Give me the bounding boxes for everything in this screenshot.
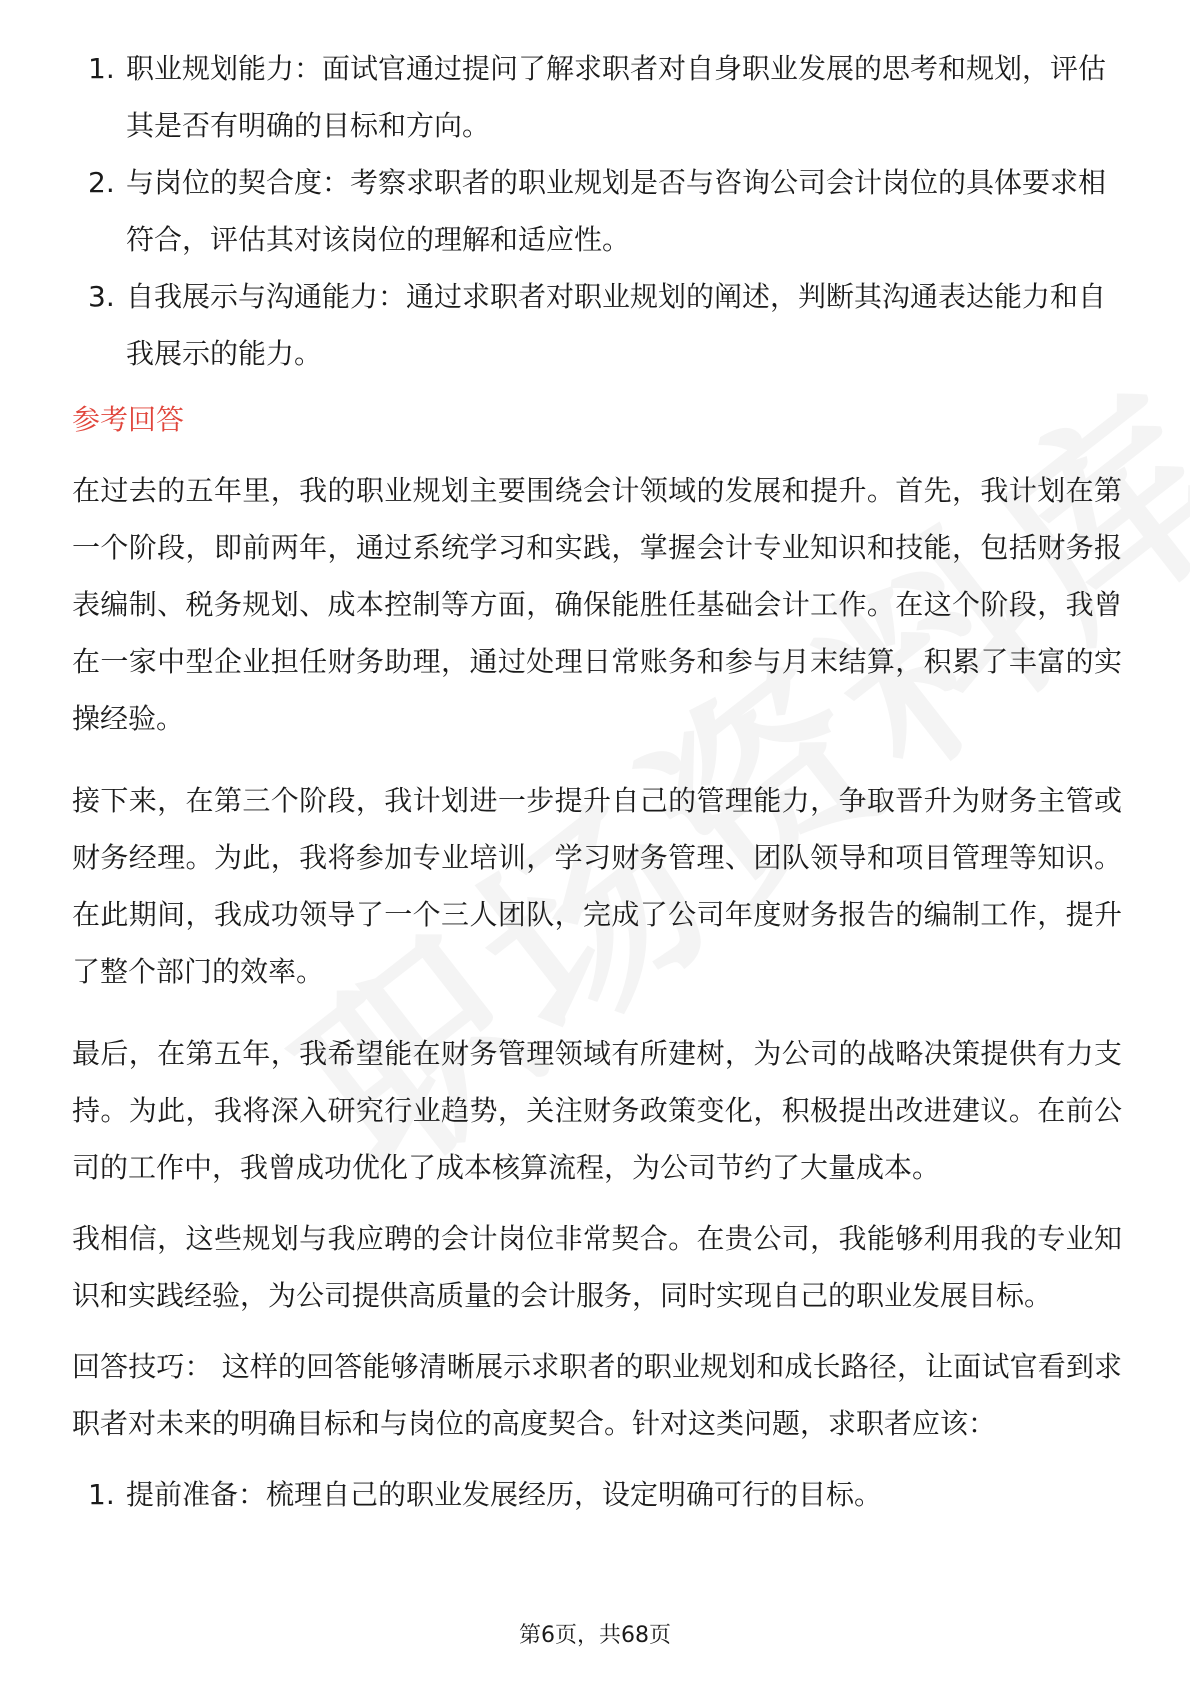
list-item (72, 40, 1122, 154)
list-number: 3. (88, 280, 115, 313)
list-item (72, 154, 1122, 268)
tips-list (72, 1466, 1122, 1523)
list-item (72, 268, 1122, 382)
answer-paragraph: 我相信，这些规划与我应聘的会计岗位非常契合。在贵公司，我能够利用我的专业知识和实践经验，为公司提供高质量的会计服务，同时实现自己的职业发展目标。 (72, 1222, 1122, 1312)
list-number: 1. (88, 1478, 115, 1511)
list-item-text: 自我展示与沟通能力：通过求职者对职业规划的阐述，判断其沟通表达能力和自我展示的能力。 (126, 280, 1107, 370)
answer-paragraph: 在过去的五年里，我的职业规划主要围绕会计领域的发展和提升。首先，我计划在第一个阶段，即前两年，通过系统学习和实践，掌握会计专业知识和技能，包括财务报表编制、税务规划、成本控制等方面，确保能胜任基础会计工作。在这个阶段，我曾在一家中型企业担任财务助理，通过处理日常账务和参与月末结算，积累了丰富的实操经验。 (72, 474, 1122, 735)
answer-paragraph: 最后，在第五年，我希望能在财务管理领域有所建树，为公司的战略决策提供有力支持。为此，我将深入研究行业趋势，关注财务政策变化，积极提出改进建议。在前公司的工作中，我曾成功优化了成本核算流程，为公司节约了大量成本。 (72, 1037, 1122, 1184)
answer-paragraph: 接下来，在第三个阶段，我计划进一步提升自己的管理能力，争取晋升为财务主管或财务经理。为此，我将参加专业培训，学习财务管理、团队领导和项目管理等知识。在此期间，我成功领导了一个三人团队，完成了公司年度财务报告的编制工作，提升了整个部门的效率。 (72, 784, 1122, 988)
list-item-text: 职业规划能力：面试官通过提问了解求职者对自身职业发展的思考和规划，评估其是否有明确的目标和方向。 (126, 52, 1107, 142)
list-item-text: 提前准备：梳理自己的职业发展经历，设定明确可行的目标。 (126, 1478, 883, 1511)
evaluation-points-list (72, 40, 1122, 382)
list-number: 2. (88, 166, 115, 199)
list-item (72, 1466, 1122, 1523)
page-number: 第6页，共68页 (519, 1623, 671, 1648)
list-number: 1. (88, 52, 115, 85)
page-content (72, 40, 1122, 1523)
tips-paragraph: 回答技巧： 这样的回答能够清晰展示求职者的职业规划和成长路径，让面试官看到求职者对未来的明确目标和与岗位的高度契合。针对这类问题，求职者应该： (72, 1350, 1122, 1440)
list-item-text: 与岗位的契合度：考察求职者的职业规划是否与咨询公司会计岗位的具体要求相符合，评估其对该岗位的理解和适应性。 (126, 166, 1107, 256)
section-title: 参考回答 (72, 403, 185, 436)
